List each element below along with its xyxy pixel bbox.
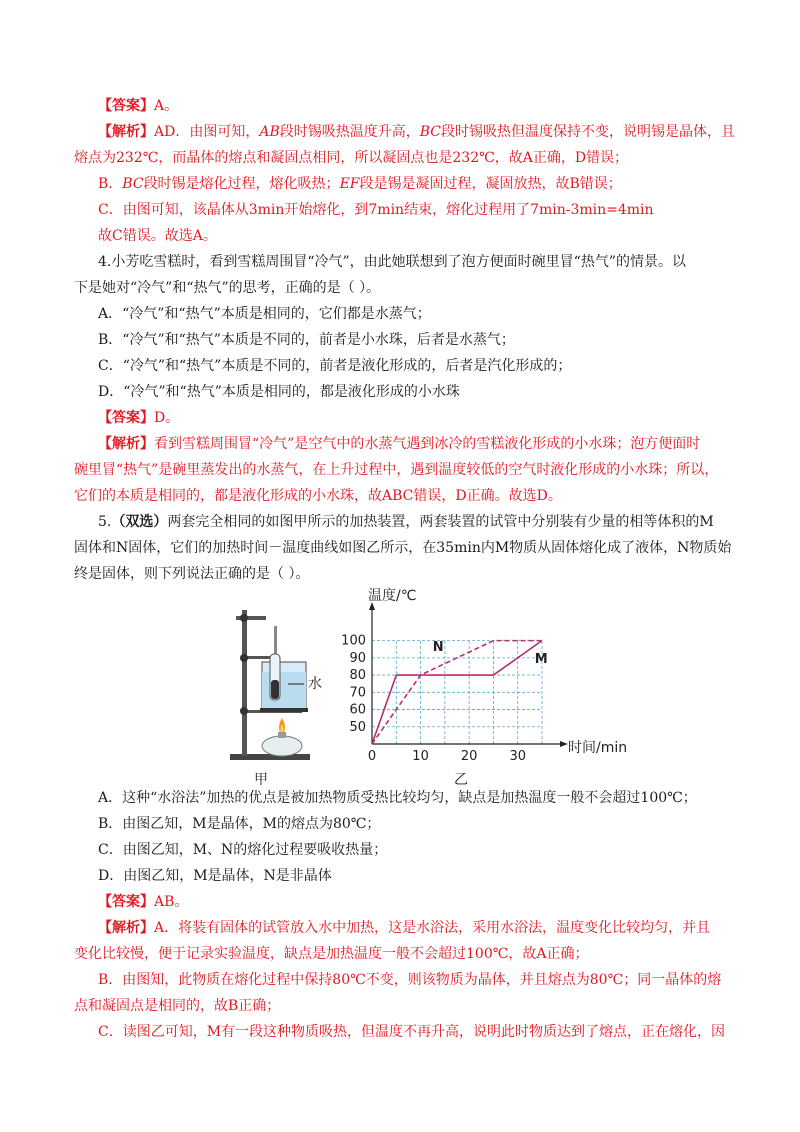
q4-stem-line-2: 下是她对“冷气”和“热气”的思考，正确的是（ ）。	[74, 280, 381, 296]
q5-option-d: D．由图乙知，M是晶体，N是非晶体	[98, 868, 332, 884]
q5-option-a: A．这种“水浴法”加热的优点是被加热物质受热比较均匀，缺点是加热温度一般不会超过100℃；	[98, 790, 697, 806]
q4-analysis-line-2: 碗里冒“热气”是碗里蒸发出的水蒸气，在上升过程中，遇到温度较低的空气时液化形成的小水珠；所以，	[74, 462, 719, 478]
question-number: 5.	[98, 514, 112, 530]
q5-stem-line-3: 终是固体，则下列说法正确的是（ ）。	[74, 566, 310, 582]
analysis-text: 段是锡是凝固过程，凝固放热，故B错误；	[359, 176, 622, 192]
lamp-wick-holder	[278, 732, 286, 738]
analysis-label: 【解析】	[98, 920, 154, 936]
q4-option-a: A．“冷气”和“热气”本质是相同的，它们都是水蒸气；	[98, 306, 431, 322]
answer-value: A。	[154, 98, 179, 114]
y-tick-label: 80	[349, 668, 366, 684]
clamp-knob	[240, 654, 248, 662]
heating-apparatus	[230, 610, 322, 788]
series-label-N: N	[432, 639, 444, 655]
y-tick-label: 60	[349, 702, 366, 718]
segment-label: EF	[339, 176, 360, 192]
q3-analysis-b	[98, 174, 758, 194]
graph-caption: 乙	[454, 772, 468, 788]
stand-rod	[242, 610, 247, 756]
clamp-knob	[240, 614, 248, 622]
alcohol-lamp	[262, 736, 302, 756]
q3-analysis-c-1: C．由图可知，该晶体从3min开始熔化，到7min结束，熔化过程用了7min-3min=4min	[98, 202, 654, 218]
segment-label: BC	[122, 176, 144, 192]
analysis-label: 【解析】	[98, 436, 154, 452]
q5-analysis-b-2: 点和凝固点是相同的，故B正确；	[74, 998, 281, 1014]
question-tag: （双选）	[111, 514, 168, 530]
answer-value: AB。	[154, 894, 189, 910]
answer-label: 【答案】	[98, 410, 154, 426]
apparatus-caption: 甲	[254, 772, 268, 788]
x-axis-label: 时间/min	[568, 740, 628, 756]
q4-stem-line-1: 4.小芳吃雪糕时，看到雪糕周围冒“冷气”，由此她联想到了泡方便面时碗里冒“热气”的情景。以	[98, 254, 686, 270]
q5-stem-line-1	[98, 512, 758, 532]
q5-figure	[216, 586, 628, 806]
series-label-M: M	[534, 652, 548, 668]
test-tube-substance	[271, 680, 279, 699]
x-tick-labels	[368, 749, 526, 764]
segment-label: BC	[419, 124, 442, 140]
analysis-text: 段时锡是熔化过程，熔化吸热；	[143, 176, 340, 192]
analysis-text: A．将装有固体的试管放入水中加热，这是水浴法，采用水浴法，温度变化比较均匀，并且	[154, 920, 711, 936]
analysis-label: 【解析】	[98, 124, 154, 140]
graph-grid	[372, 641, 542, 744]
answer-label: 【答案】	[98, 894, 154, 910]
x-tick-label: 0	[367, 749, 377, 764]
x-tick-label: 30	[509, 749, 526, 764]
q5-option-b: B．由图乙知，M是晶体，M的熔点为80℃；	[98, 816, 381, 832]
q3-analysis-line-2: 熔点为232℃，而晶体的熔点和凝固点相同，所以凝固点也是232℃，故A正确，D错误；	[74, 150, 629, 166]
analysis-text: 段时锡吸热温度升高，	[279, 124, 420, 140]
y-tick-labels	[341, 634, 366, 735]
analysis-text: 段时锡吸热但温度保持不变，说明锡是晶体，且	[441, 124, 736, 140]
water-label: 水	[308, 676, 322, 692]
q4-analysis-line-3: 它们的本质是相同的，都是液化形成的小水珠，故ABC错误，D正确。故选D。	[74, 488, 562, 504]
q5-analysis-b-1: B．由图知，此物质在熔化过程中保持80℃不变，则该物质为晶体，并且熔点为80℃；同一晶体的熔	[98, 972, 722, 988]
question-text: 两套完全相同的如图甲所示的加热装置，两套装置的试管中分别装有少量的相等体积的M	[167, 514, 714, 530]
q4-option-d: D．“冷气”和“热气”本质是相同的，都是液化形成的小水珠	[98, 384, 460, 400]
q5-answer	[98, 892, 758, 912]
beaker-water	[262, 672, 306, 708]
y-axis-label: 温度/℃	[368, 588, 417, 604]
q3-answer	[98, 96, 758, 116]
wire-gauze	[260, 708, 308, 712]
q4-analysis-line-1	[98, 434, 758, 454]
y-tick-label: 50	[349, 719, 366, 735]
analysis-text: 看到雪糕周围冒“冷气”是空气中的水蒸气遇到冰冷的雪糕液化形成的小水珠；泡方便面时	[154, 436, 701, 452]
q5-analysis-c-1: C．读图乙可知，M有一段这种物质吸热，但温度不再升高，说明此时物质达到了熔点，正在熔化，因	[98, 1024, 726, 1040]
x-tick-label: 10	[412, 749, 429, 764]
q4-option-c: C．“冷气”和“热气”本质是不同的，前者是液化形成的，后者是汽化形成的；	[98, 358, 572, 374]
answer-value: D。	[154, 410, 180, 426]
answer-label: 【答案】	[98, 98, 154, 114]
q5-stem-line-2: 固体和N固体，它们的加热时间－温度曲线如图乙所示，在35min内M物质从固体熔化成了液体，N物质始	[74, 540, 732, 556]
temperature-time-graph	[341, 587, 627, 788]
q5-analysis-a-2: 变化比较慢，便于记录实验温度，缺点是加热温度一般不会超过100℃，故A正确；	[74, 946, 589, 962]
analysis-text: B．	[98, 176, 123, 192]
clamp-knob	[240, 707, 248, 715]
analysis-text: AD．由图可知，	[154, 124, 260, 140]
q5-analysis-a-1	[98, 918, 758, 938]
x-tick-label: 20	[460, 749, 478, 764]
x-axis-arrow	[560, 741, 568, 747]
q3-analysis-line-1	[98, 122, 758, 142]
q4-answer	[98, 408, 758, 428]
y-tick-label: 70	[349, 685, 366, 701]
y-tick-label: 90	[349, 650, 366, 666]
q4-option-b: B．“冷气”和“热气”本质是不同的，前者是小水珠，后者是水蒸气；	[98, 332, 515, 348]
segment-label: AB	[259, 124, 280, 140]
q3-analysis-c-2: 故C错误。故选A。	[98, 228, 217, 244]
y-tick-label: 100	[341, 633, 366, 649]
q5-option-c: C．由图乙知，M、N的熔化过程要吸收热量；	[98, 842, 388, 858]
